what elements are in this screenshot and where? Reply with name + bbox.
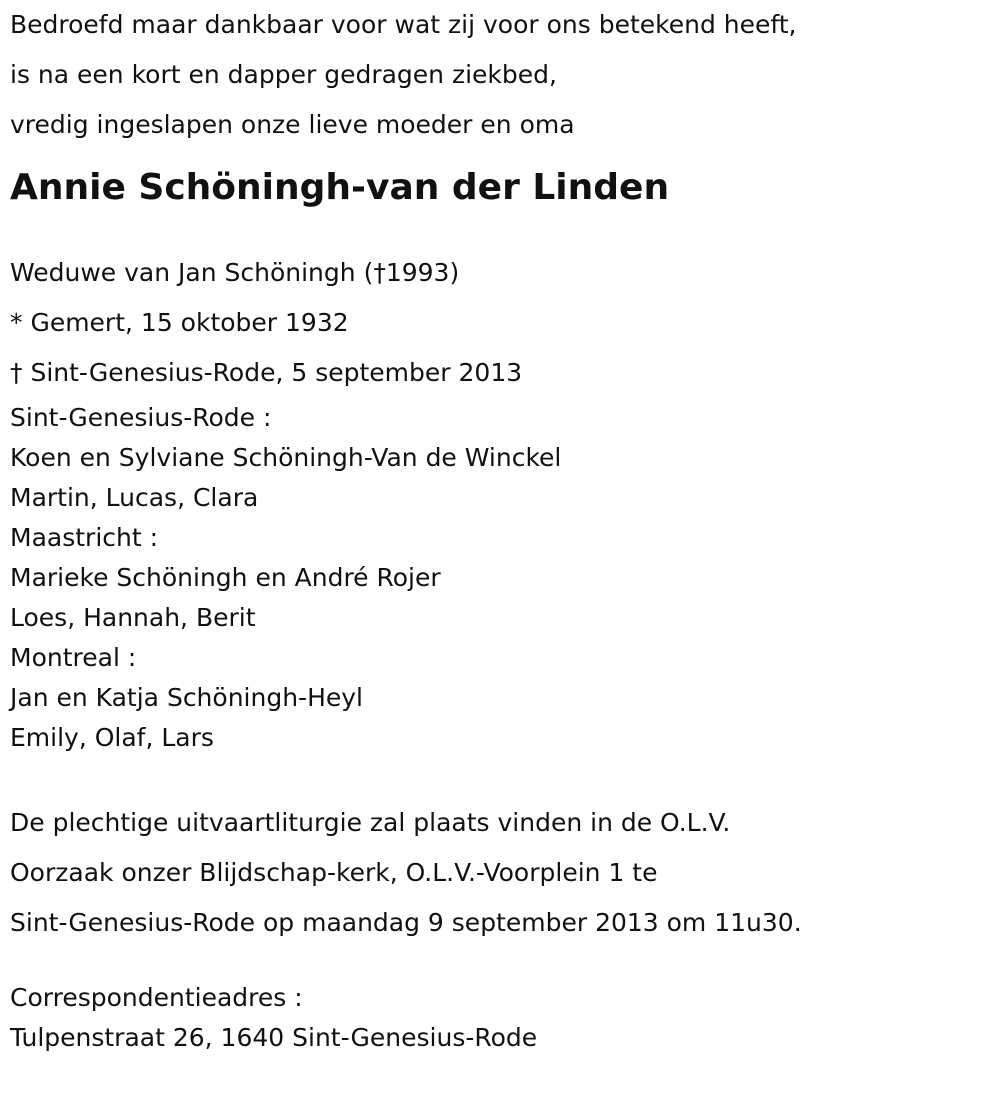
personal-details (10, 248, 990, 398)
intro-line: is na een kort en dapper gedragen ziekbed, (10, 60, 557, 89)
correspondence-address: Tulpenstraat 26, 1640 Sint-Genesius-Rode (10, 1023, 538, 1052)
funeral-line: Sint-Genesius-Rode op maandag 9 september 2013 om 11u30. (10, 908, 802, 937)
correspondence-block (10, 978, 990, 1058)
family-location: Sint-Genesius-Rode : (10, 403, 272, 432)
family-member: Loes, Hannah, Berit (10, 603, 256, 632)
birth-line: * Gemert, 15 oktober 1932 (10, 308, 349, 337)
family-location: Maastricht : (10, 523, 159, 552)
funeral-line: De plechtige uitvaartliturgie zal plaats vinden in de O.L.V. (10, 808, 731, 837)
family-list (10, 398, 990, 758)
spacer (10, 758, 990, 798)
intro-line: vredig ingeslapen onze lieve moeder en oma (10, 110, 575, 139)
intro-line: Bedroefd maar dankbaar voor wat zij voor ons betekend heeft, (10, 10, 797, 39)
spacer (10, 218, 990, 248)
family-member: Marieke Schöningh en André Rojer (10, 563, 441, 592)
funeral-line: Oorzaak onzer Blijdschap-kerk, O.L.V.-Voorplein 1 te (10, 858, 658, 887)
obituary-notice (10, 0, 990, 1058)
family-member: Koen en Sylviane Schöningh-Van de Winckel (10, 443, 562, 472)
family-member: Jan en Katja Schöningh-Heyl (10, 683, 363, 712)
deceased-name: Annie Schöningh-van der Linden (10, 167, 670, 208)
correspondence-label: Correspondentieadres : (10, 983, 303, 1012)
family-location: Montreal : (10, 643, 137, 672)
widow-of: Weduwe van Jan Schöningh (†1993) (10, 258, 460, 287)
spacer (10, 948, 990, 978)
death-line: † Sint-Genesius-Rode, 5 september 2013 (10, 358, 523, 387)
family-member: Emily, Olaf, Lars (10, 723, 214, 752)
funeral-info (10, 798, 990, 948)
family-member: Martin, Lucas, Clara (10, 483, 259, 512)
intro-text (10, 0, 990, 150)
